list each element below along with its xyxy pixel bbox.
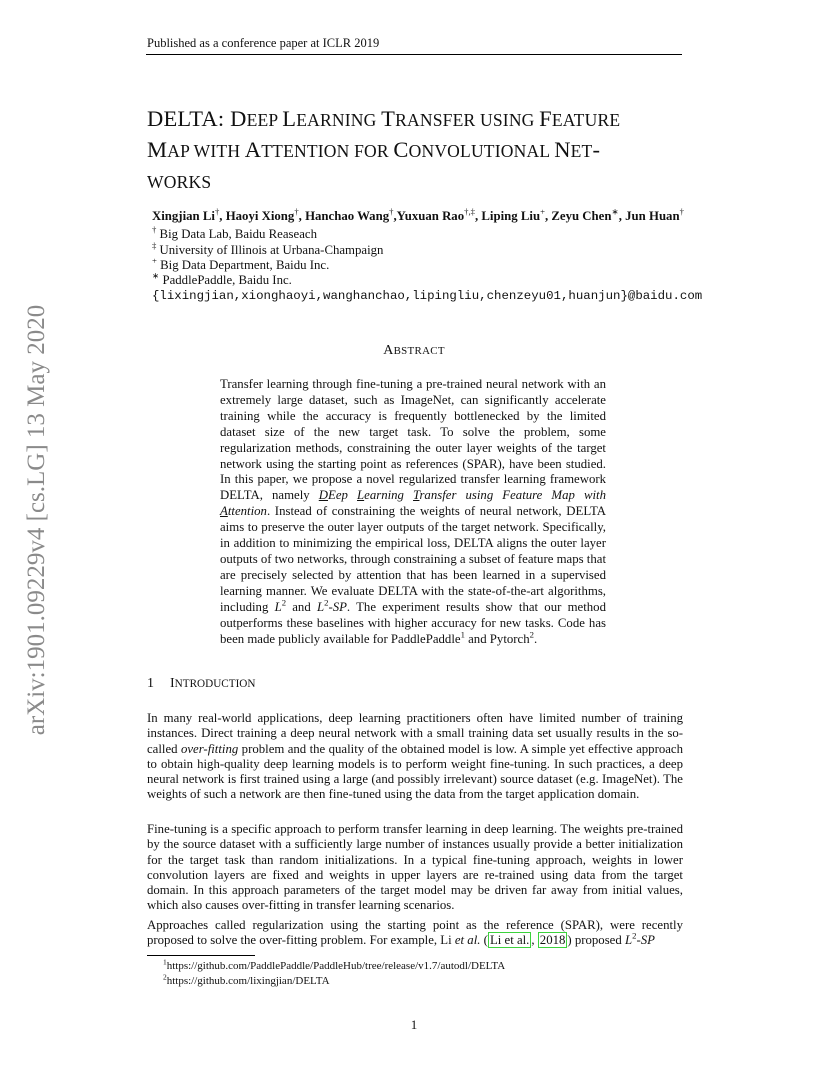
- affiliation-2-text: University of Illinois at Urbana-Champaign: [159, 243, 384, 257]
- text-run: L: [274, 599, 282, 614]
- paragraph-1: [147, 711, 683, 803]
- page-number: 1: [410, 1017, 418, 1032]
- author-name: Xingjian Li: [152, 209, 215, 223]
- text-run: L: [316, 599, 325, 614]
- author-emails[interactable]: {lixingjian,xionghaoyi,wanghanchao,lipingliu,chenzeyu01,huanjun}@baidu.com: [152, 289, 703, 303]
- title-fragment: EARNING: [296, 110, 382, 130]
- footnote-2-url[interactable]: https://github.com/lixingjian/DELTA: [166, 975, 330, 987]
- text-run: E: [328, 488, 336, 503]
- author-mark: †: [389, 206, 394, 217]
- title-fragment: F: [539, 106, 552, 131]
- footnote-rule: [147, 955, 255, 956]
- superscript: 2: [281, 597, 287, 608]
- paper-title: [147, 104, 687, 197]
- author-name: Haoyi Xiong: [225, 209, 295, 223]
- author-mark: †: [294, 206, 299, 217]
- author-separator: ,: [393, 209, 397, 223]
- author-list: [152, 206, 684, 224]
- author-separator: ,: [219, 209, 226, 223]
- text-run: over-fitting: [180, 741, 239, 756]
- affiliation-4-mark: ∗: [152, 270, 160, 281]
- text-run: In many real-world applications, deep learning practitioners often have limited number of training instances. Direct training a deep neural network with a small training data set usually results in the so-called: [147, 711, 683, 756]
- citation-link[interactable]: 2018: [539, 933, 566, 948]
- text-run: Approaches called regularization using the starting point as the reference (SPAR), were recently proposed to solve the over-fitting problem. For example, Li: [147, 918, 683, 948]
- author-name: Zeyu Chen: [551, 209, 612, 223]
- citation-link[interactable]: Li et al.: [489, 933, 530, 948]
- author-mark: †: [214, 206, 220, 217]
- title-fragment: WORKS: [147, 172, 212, 192]
- text-run: (: [480, 933, 488, 948]
- text-run: .: [533, 631, 538, 646]
- title-line: [147, 166, 687, 197]
- footnote-1: [163, 957, 506, 972]
- author-name: Yuxuan Rao: [396, 209, 465, 223]
- superscript: 2: [529, 629, 534, 640]
- author-separator: ,: [618, 209, 626, 223]
- superscript: 2: [632, 931, 637, 942]
- footnote-2: [163, 972, 330, 987]
- abstract-heading-cap: A: [383, 343, 394, 358]
- affiliation-1: [152, 224, 317, 242]
- author-mark: +: [540, 206, 545, 217]
- title-fragment: TTENTION FOR: [261, 141, 394, 161]
- text-run: -SP: [636, 933, 655, 948]
- text-run: T: [413, 488, 420, 503]
- section-heading-introduction: [147, 676, 255, 692]
- text-run: Transfer learning through fine-tuning a pre-trained neural network with an extremely large dataset, such as ImageNet, can significantly accelerate training while the accuracy is frequently bottlenecked by the limited dataset size of the new target task. To solve the problem, some regularization methods, constraining the outer layer weights of the target network using the starting point as references (SPAR), have been studied. In this paper, we propose a novel regularized transfer learning framework DELTA, namely: [220, 377, 606, 503]
- text-run: ttention: [227, 504, 267, 519]
- text-run: and: [286, 599, 317, 614]
- superscript: 2: [324, 597, 329, 608]
- affiliation-2-mark: ‡: [152, 240, 157, 251]
- text-run: ransfer using Feature Map with: [419, 488, 607, 503]
- title-fragment: AP WITH: [167, 141, 245, 161]
- author-separator: ,: [474, 209, 482, 223]
- title-prefix: DELTA:: [147, 106, 231, 131]
- author-mark: †: [679, 206, 684, 217]
- author-mark: ∗: [611, 206, 619, 217]
- text-run: earning: [364, 488, 414, 503]
- affiliation-3-mark: +: [152, 255, 157, 266]
- title-fragment: D: [230, 106, 247, 131]
- title-fragment: M: [147, 137, 168, 162]
- superscript: 1: [460, 629, 465, 640]
- paragraph-3: [147, 918, 683, 949]
- affiliation-4: [152, 270, 292, 288]
- paragraph-2: [147, 822, 683, 914]
- text-run: D: [318, 488, 329, 503]
- title-fragment: -: [592, 137, 601, 162]
- text-run: ) proposed: [567, 933, 625, 948]
- title-fragment: L: [282, 106, 297, 131]
- author-name: Hanchao Wang: [305, 209, 390, 223]
- author-name: Liping Liu: [481, 209, 541, 223]
- title-fragment: T: [381, 106, 396, 131]
- abstract-heading-rest: BSTRACT: [393, 345, 445, 357]
- affiliation-3: [152, 255, 330, 273]
- text-run: et al.: [454, 933, 481, 948]
- text-run: . Instead of constraining the weights of neural network, DELTA aims to preserve the outer layer outputs of the target network. Specifically, in addition to minimizing the empirical loss, DELTA aligns the outer layer outputs of two networks, through constraining a subset of feature maps that are precisely selected by attention that has been learned in a supervised learning manner. We evaluate DELTA with the state-of-the-art algorithms, including: [220, 504, 606, 614]
- author-separator: ,: [298, 209, 306, 223]
- title-fragment: A: [244, 137, 262, 162]
- author-mark: †,‡: [464, 206, 475, 217]
- affiliation-1-text: Big Data Lab, Baidu Reaseach: [159, 227, 317, 241]
- title-fragment: EEP: [246, 110, 283, 130]
- text-run: ,: [531, 933, 538, 948]
- footnote-1-num: 1: [163, 957, 167, 967]
- arxiv-stamp: arXiv:1901.09229v4 [cs.LG] 13 May 2020: [23, 304, 50, 736]
- running-head: Published as a conference paper at ICLR 2019: [147, 36, 380, 50]
- text-run: Fine-tuning is a specific approach to perform transfer learning in deep learning. The weights pre-trained by the source dataset with a sufficiently large number of instances usually provide a better initialization for the target task than random initializations. In a typical fine-tuning approach, weights in lower convolution layers are fixed and weights in upper layers are re-trained using data from the target domain. In this approach parameters of the target model may be driven far away from initial values, which also causes over-fitting in transfer learning scenarios.: [147, 822, 683, 913]
- title-line: [147, 104, 687, 135]
- title-fragment: ET: [570, 141, 593, 161]
- text-run: A: [220, 504, 228, 519]
- abstract-heading: [0, 343, 828, 359]
- section-number: 1: [147, 676, 154, 691]
- affiliation-4-text: PaddlePaddle, Baidu Inc.: [162, 273, 292, 287]
- title-fragment: RANSFER USING: [395, 110, 540, 130]
- text-run: -SP: [328, 599, 347, 614]
- abstract-body: [220, 377, 606, 647]
- footnote-1-url[interactable]: https://github.com/PaddlePaddle/PaddleHub/tree/release/v1.7/autodl/DELTA: [166, 960, 506, 972]
- text-run: . The experiment results show that our method outperforms these baselines with higher accuracy for new tasks. Code has been made publicly available for PaddlePaddle: [220, 599, 606, 646]
- title-fragment: ONVOLUTIONAL: [408, 141, 555, 161]
- text-run: ep: [335, 488, 358, 503]
- affiliation-2: [152, 240, 384, 258]
- title-line: [147, 135, 687, 166]
- author-separator: ,: [544, 209, 552, 223]
- title-fragment: EATURE: [551, 110, 621, 130]
- footnote-2-num: 2: [163, 972, 167, 982]
- text-run: and Pytorch: [464, 631, 530, 646]
- header-rule: [146, 54, 682, 55]
- affiliation-1-mark: †: [152, 224, 157, 235]
- text-run: problem and the quality of the obtained model is low. A simple yet effective approach to obtain high-quality deep learning models is to perform weight fine-tuning. In such practices, a deep neural network is first trained using a large (and possibly irrelevant) source dataset (e.g. ImageNet). The weights of such a network are then fine-tuned using the data from the target application domain.: [147, 741, 683, 802]
- author-name: Jun Huan: [625, 209, 680, 223]
- title-fragment: N: [554, 137, 571, 162]
- section-title-rest: NTRODUCTION: [174, 678, 256, 690]
- affiliation-3-text: Big Data Department, Baidu Inc.: [160, 258, 330, 272]
- section-title-cap: I: [170, 676, 175, 691]
- text-run: L: [624, 933, 633, 948]
- title-fragment: C: [393, 137, 409, 162]
- text-run: L: [357, 488, 365, 503]
